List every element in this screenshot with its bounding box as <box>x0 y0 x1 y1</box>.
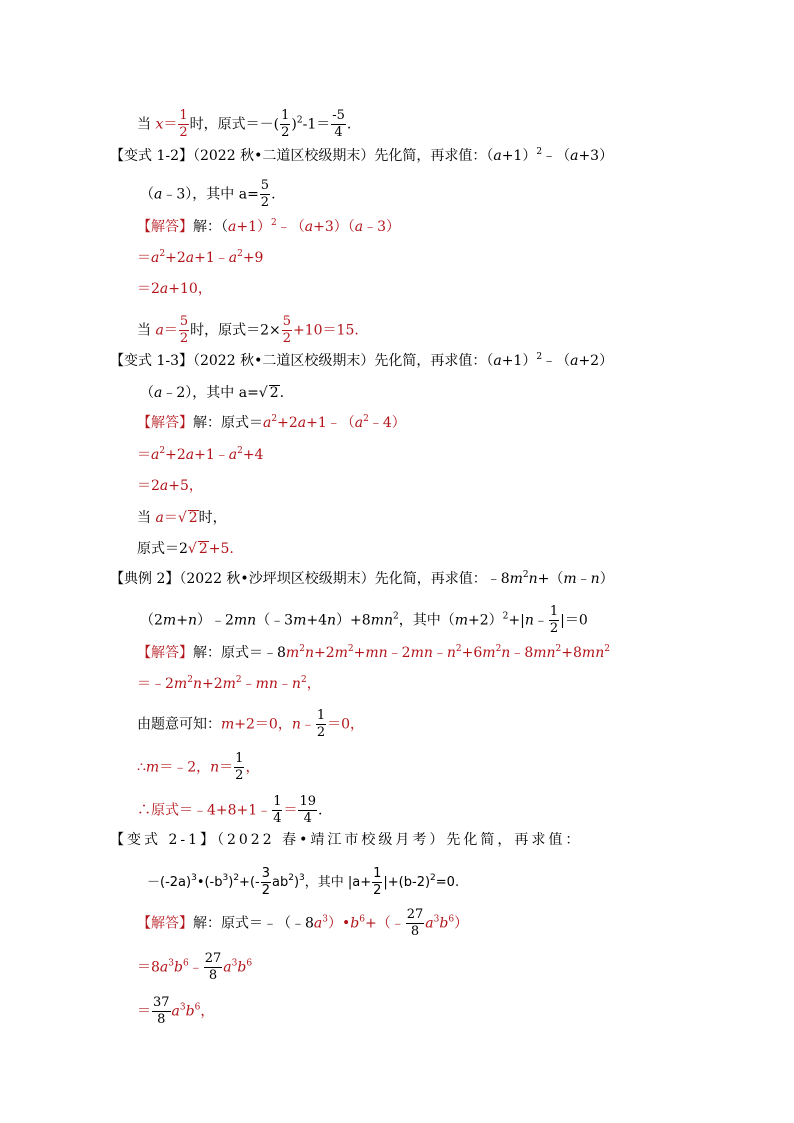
text: +(- <box>239 875 260 890</box>
text: （﹣3 <box>256 612 294 629</box>
text: ab <box>271 875 289 890</box>
numerator: 1 <box>549 604 559 619</box>
text: ﹣ <box>188 959 203 976</box>
text: 由题意可知： <box>137 716 221 733</box>
denominator: 2 <box>282 331 292 346</box>
text: ）+8 <box>336 612 371 629</box>
var: n <box>327 612 337 629</box>
text: +2） <box>578 353 614 369</box>
var: m <box>162 612 177 629</box>
exponent: 2 <box>495 644 502 654</box>
text: +2 <box>277 415 298 431</box>
fraction <box>178 108 188 141</box>
denominator: 2 <box>281 125 290 140</box>
line-15-example-heading <box>110 572 614 586</box>
text: 当 <box>137 510 156 526</box>
var: b <box>439 915 449 932</box>
text: +8 <box>561 645 582 661</box>
var: n <box>187 612 197 629</box>
exponent: 2 <box>237 249 243 259</box>
var: a <box>154 385 163 401</box>
text: ﹣ <box>277 676 292 692</box>
radicand: 2 <box>269 385 279 401</box>
denominator: 2 <box>261 883 270 898</box>
text: 解：原式＝﹣（﹣8 <box>193 915 314 932</box>
text: ﹣3），其中 a= <box>162 186 259 203</box>
exponent: 3 <box>179 1002 186 1013</box>
exponent: 2 <box>271 218 277 228</box>
fraction <box>272 794 282 827</box>
var: a <box>297 415 307 431</box>
fraction <box>261 866 271 899</box>
exponent: 2 <box>522 570 529 580</box>
exponent: 2 <box>363 414 369 424</box>
text: ) <box>291 116 297 133</box>
text: ＝﹣2 <box>137 676 174 692</box>
denominator: 2 <box>549 621 559 636</box>
text: ，其中 |a+ <box>304 875 372 890</box>
var: b <box>185 1003 195 1020</box>
exponent: 3 <box>222 873 229 883</box>
text: ＝﹣2， <box>159 759 211 776</box>
exponent: 6 <box>182 958 189 969</box>
text: ＝ <box>219 759 234 776</box>
text: +9 <box>242 250 264 266</box>
var: n <box>291 676 301 692</box>
denominator: 4 <box>303 811 312 826</box>
text: ﹣4） <box>368 415 406 431</box>
line-3 <box>140 178 276 211</box>
var: a <box>223 959 232 976</box>
line-4-answer <box>137 220 400 234</box>
text: 【变式 2-1】（2022 春•靖江市校级月考）先化简，再求值： <box>110 832 583 848</box>
var: a <box>425 915 434 932</box>
answer-label: 【解答】 <box>137 415 193 431</box>
fraction <box>152 995 171 1028</box>
text: ∴ <box>137 759 146 776</box>
exponent: 3 <box>231 958 238 969</box>
text: ﹣ <box>533 612 548 629</box>
text: ﹣2 <box>387 645 411 661</box>
text: ﹣（ <box>276 219 305 235</box>
var: mn <box>581 645 605 661</box>
line-10-answer <box>137 416 406 430</box>
text: +5， <box>168 478 203 494</box>
text: 时，原式＝－( <box>189 116 280 133</box>
var: mn <box>365 645 388 661</box>
var: a <box>354 219 364 235</box>
line-12 <box>137 479 203 493</box>
var: b <box>237 959 247 976</box>
text: ﹣ <box>300 716 315 733</box>
fraction <box>260 178 270 211</box>
text: ＝0， <box>327 716 365 733</box>
numerator: 1 <box>179 108 188 123</box>
var: n <box>192 676 202 692</box>
text: ＝ <box>163 322 178 339</box>
answer-label: 【解答】 <box>137 645 193 661</box>
exponent: 3 <box>433 914 440 925</box>
var: a <box>185 250 195 266</box>
var: m <box>145 759 160 776</box>
denominator: 2 <box>316 725 326 740</box>
text: + <box>353 645 366 661</box>
exponent: 2 <box>296 115 303 126</box>
fraction <box>282 314 292 347</box>
var: n <box>291 716 301 733</box>
text: -1＝ <box>302 116 331 133</box>
text: +3） <box>578 148 614 164</box>
line-20 <box>137 751 259 784</box>
text: 解：（ <box>193 219 228 235</box>
text: 时， <box>198 510 227 526</box>
var: m <box>334 645 348 661</box>
answer-label: 【解答】 <box>137 915 193 932</box>
fraction <box>331 108 346 141</box>
text: －(-2a) <box>147 875 192 890</box>
var: a <box>354 415 364 431</box>
text: （ <box>140 385 154 401</box>
exponent: 2 <box>235 675 242 685</box>
var: a <box>313 915 323 932</box>
var: a <box>228 447 238 463</box>
var: a <box>159 281 169 297</box>
var: a <box>228 250 238 266</box>
sqrt-sign: √ <box>187 541 197 557</box>
exponent: 2 <box>271 414 278 424</box>
sqrt-sign: √ <box>258 385 268 401</box>
exponent: 2 <box>299 644 305 654</box>
line-26 <box>137 995 214 1028</box>
exponent: 2 <box>233 873 240 883</box>
fraction <box>204 951 223 984</box>
var: m <box>221 716 235 733</box>
line-18 <box>137 677 321 691</box>
text: . <box>279 385 285 401</box>
var: a <box>228 219 237 235</box>
text: +3）（ <box>313 219 355 235</box>
exponent: 2 <box>237 446 243 456</box>
line-25 <box>137 951 252 984</box>
fraction <box>316 708 326 741</box>
text: +| <box>508 612 525 629</box>
numerator: 5 <box>260 178 270 193</box>
text: 当 <box>137 116 156 133</box>
text: ＝ <box>137 1003 151 1020</box>
denominator: 4 <box>273 811 282 826</box>
line-7 <box>137 314 359 347</box>
text: ﹣ <box>241 676 256 692</box>
answer-label: 【解答】 <box>137 219 193 235</box>
numerator: 19 <box>299 794 317 809</box>
exponent: 2 <box>288 873 294 883</box>
text: ， <box>306 676 321 692</box>
text: +（﹣ <box>364 915 405 932</box>
exponent: 2 <box>300 675 307 685</box>
var: a <box>185 447 195 463</box>
var: a <box>263 415 272 431</box>
text: ＝ <box>163 116 178 133</box>
text: ＝ <box>163 510 178 526</box>
line-13 <box>137 510 227 525</box>
text: •(-b <box>196 875 223 890</box>
line-11 <box>137 448 263 462</box>
line-14 <box>137 541 234 556</box>
text: +2 <box>313 645 335 661</box>
text: +2 <box>165 250 186 266</box>
var: mn <box>255 676 278 692</box>
text: +10， <box>168 281 212 297</box>
var: m <box>509 571 523 587</box>
numerator: 5 <box>282 314 292 329</box>
exponent: 2 <box>159 446 166 456</box>
text: =0. <box>435 875 460 890</box>
text: +10＝15. <box>293 322 359 339</box>
var: a <box>159 959 169 976</box>
var: n <box>446 645 456 661</box>
exponent: 2 <box>455 644 462 654</box>
exponent: 3 <box>322 914 329 925</box>
numerator: 3 <box>261 866 270 881</box>
line-21 <box>137 794 322 827</box>
numerator: 27 <box>204 951 222 966</box>
text: +1） <box>236 219 271 235</box>
var: a <box>493 353 502 369</box>
text: 解：原式＝﹣8 <box>193 645 286 661</box>
text: （ <box>140 186 154 203</box>
var: n <box>304 645 314 661</box>
exponent: 2 <box>536 352 543 362</box>
var: a <box>171 1003 180 1020</box>
var: m <box>482 645 496 661</box>
var: mn <box>370 612 393 629</box>
exponent: 2 <box>536 147 543 157</box>
exponent: 3 <box>191 873 197 883</box>
text: ＝ <box>137 447 151 463</box>
radicand: 2 <box>188 510 198 526</box>
line-17-answer <box>137 646 610 660</box>
exponent: 2 <box>555 644 562 654</box>
numerator: 27 <box>406 907 424 922</box>
var: a <box>151 250 160 266</box>
numerator: 1 <box>316 708 326 723</box>
text: ﹣3） <box>363 219 401 235</box>
text: ）﹣2 <box>196 612 234 629</box>
var: mn <box>233 612 257 629</box>
exponent: 6 <box>448 914 455 925</box>
line-9 <box>140 385 284 400</box>
denominator: 2 <box>179 125 188 140</box>
var: n <box>590 571 600 587</box>
denominator: 8 <box>208 968 218 983</box>
fraction <box>234 751 244 784</box>
var: n <box>501 645 511 661</box>
exponent: 6 <box>246 958 253 969</box>
text: ＝ <box>283 802 298 819</box>
denominator: 8 <box>410 924 420 939</box>
var: n <box>210 759 220 776</box>
text: ） <box>454 915 469 932</box>
text: ) <box>228 875 234 890</box>
text: 【变式 1-3】（2022 秋•二道区校级期末）先化简，再求值：（ <box>110 353 494 369</box>
var: a <box>493 148 502 164</box>
var: m <box>293 612 307 629</box>
var: n <box>524 612 534 629</box>
exponent: 2 <box>159 249 166 259</box>
exponent: 6 <box>194 1002 201 1013</box>
var: m <box>222 676 236 692</box>
text: ﹣ <box>432 645 447 661</box>
exponent: 3 <box>168 958 175 969</box>
fraction <box>372 866 382 899</box>
var: a <box>304 219 314 235</box>
text: ﹣2），其中 a= <box>162 385 259 401</box>
exponent: 2 <box>347 644 354 654</box>
line-6 <box>137 282 212 296</box>
text: 当 <box>137 322 156 339</box>
text: +1） <box>501 148 537 164</box>
text: |＝0 <box>560 612 588 629</box>
exponent: 2 <box>393 611 399 622</box>
text: ， <box>200 1003 215 1020</box>
line-22-problem-heading <box>110 833 582 847</box>
text: 解：原式＝ <box>193 415 263 431</box>
exponent: 2 <box>604 644 610 654</box>
text: ＝8 <box>137 959 160 976</box>
text: ∴原式＝﹣4+8+1﹣ <box>137 802 272 819</box>
text: 时，原式＝2× <box>190 322 281 339</box>
radicand: 2 <box>198 541 208 557</box>
var: b <box>174 959 183 976</box>
text: +2 <box>201 676 223 692</box>
denominator: 2 <box>260 195 270 210</box>
exponent: 2 <box>502 611 509 622</box>
text: +1﹣（ <box>306 415 355 431</box>
denominator: 8 <box>157 1012 166 1027</box>
exponent: 2 <box>430 873 436 883</box>
line-2-problem-heading <box>110 149 613 163</box>
text: ， <box>245 759 260 776</box>
text: +2 <box>165 447 186 463</box>
var: a <box>570 148 579 164</box>
text: +2＝0， <box>234 716 292 733</box>
text: 原式＝2 <box>137 541 188 557</box>
var: a <box>154 186 163 203</box>
var: a <box>155 322 164 339</box>
var: m <box>454 612 469 629</box>
var: mn <box>410 645 433 661</box>
var: a <box>159 478 169 494</box>
line-5 <box>137 251 263 265</box>
numerator: 1 <box>281 108 290 123</box>
text: |+(b-2) <box>383 875 431 890</box>
numerator: 1 <box>273 794 282 809</box>
line-23 <box>147 866 459 899</box>
text: +1﹣ <box>194 447 229 463</box>
text: +（ <box>537 571 564 587</box>
line-16 <box>140 604 588 637</box>
fraction <box>406 907 425 940</box>
text: . <box>346 116 352 133</box>
fraction <box>179 314 189 347</box>
denominator: 2 <box>373 883 382 898</box>
var: b <box>350 915 360 932</box>
text: 【典例 2】（2022 秋•沙坪坝区校级期末）先化简，再求值：﹣8 <box>110 571 510 587</box>
text: ，其中（ <box>398 612 455 629</box>
text: （2 <box>140 612 163 629</box>
text: ＝ <box>137 250 151 266</box>
exponent: 2 <box>187 675 193 685</box>
text: ) <box>293 875 300 890</box>
text: ﹣8 <box>510 645 534 661</box>
text: +1） <box>501 353 537 369</box>
fraction <box>280 108 290 141</box>
text: +1﹣ <box>194 250 229 266</box>
text: + <box>176 612 188 629</box>
line-8-problem-heading <box>110 354 613 368</box>
var: a <box>155 510 164 526</box>
text: ）• <box>328 915 351 932</box>
line-1 <box>137 108 351 141</box>
var: m <box>563 571 577 587</box>
text: +4 <box>306 612 328 629</box>
text: 【变式 1-2】（2022 秋•二道区校级期末）先化简，再求值：（ <box>110 148 494 164</box>
numerator: 37 <box>153 995 170 1010</box>
var: m <box>173 676 188 692</box>
exponent: 3 <box>299 873 305 883</box>
var: mn <box>533 645 556 661</box>
text: ﹣（ <box>542 353 571 369</box>
denominator: 4 <box>334 125 343 140</box>
var: x <box>155 116 164 133</box>
var: a <box>570 353 579 369</box>
text: ） <box>599 571 614 587</box>
text: . <box>318 802 323 819</box>
text: ﹣（ <box>542 148 571 164</box>
exponent: 6 <box>359 914 365 925</box>
text: +4 <box>242 447 264 463</box>
text: ﹣ <box>576 571 591 587</box>
text: ＝2 <box>137 281 160 297</box>
var: m <box>285 645 300 661</box>
text: . <box>271 186 276 203</box>
numerator: -5 <box>332 108 345 123</box>
numerator: 5 <box>179 314 189 329</box>
fraction <box>298 794 317 827</box>
line-24-answer <box>137 907 468 940</box>
text: ＝2 <box>137 478 160 494</box>
var: a <box>151 447 160 463</box>
text: +5. <box>208 541 234 557</box>
denominator: 2 <box>235 768 244 783</box>
text: +2） <box>468 612 503 629</box>
denominator: 2 <box>179 331 189 346</box>
fraction <box>549 604 559 637</box>
numerator: 1 <box>235 751 244 766</box>
line-19 <box>137 708 364 741</box>
numerator: 1 <box>373 866 382 881</box>
text: +6 <box>461 645 483 661</box>
sqrt-sign: √ <box>177 510 187 526</box>
var: n <box>528 571 538 587</box>
